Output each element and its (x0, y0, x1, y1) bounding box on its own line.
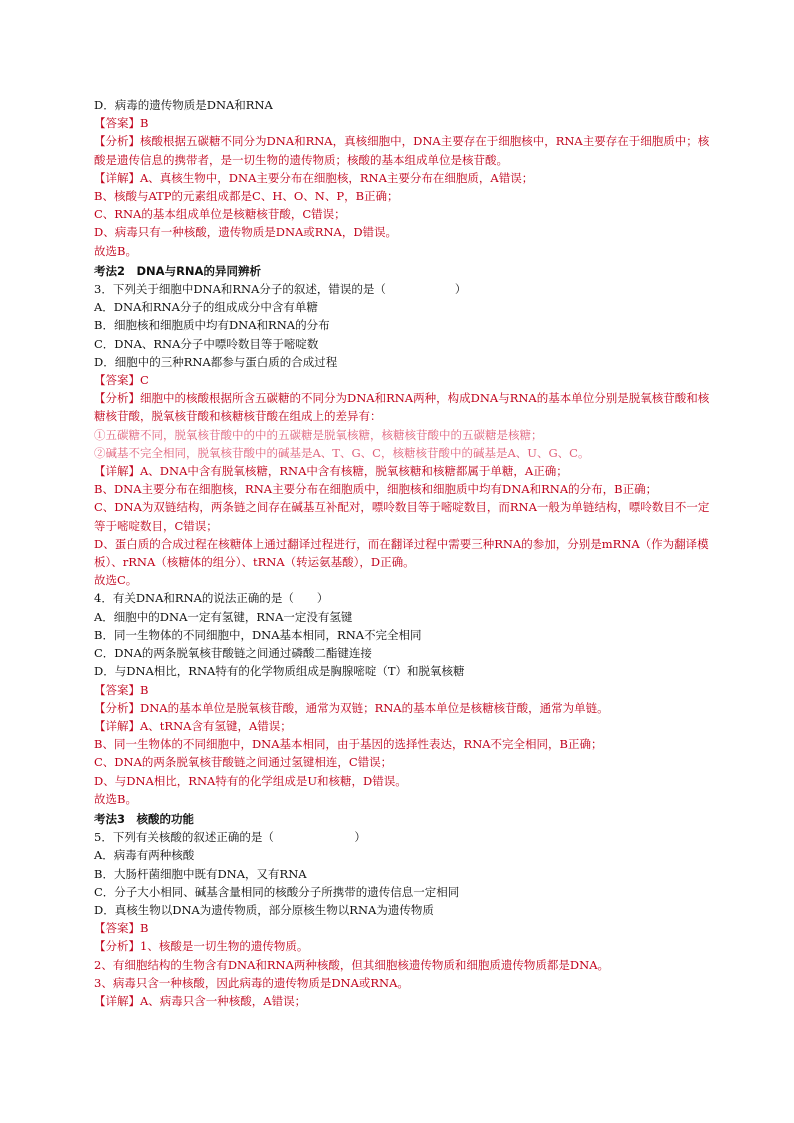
question-stem: 4．有关DNA和RNA的说法正确的是（ ） (94, 591, 329, 606)
analysis-text: 细胞中的核酸根据所含五碳糖的不同分为DNA和RNA两种，构成DNA与RNA的基本单位分别是脱氧核苷酸和核糖核苷酸，脱氧核苷酸和核糖核苷酸在组成上的差异有： (94, 391, 710, 424)
question-option: B．同一生物体的不同细胞中，DNA基本相同，RNA不完全相同 (94, 627, 422, 642)
answer-tag: 【答案】 (94, 373, 140, 388)
section-heading: 考法2 DNA与RNA的异同辨析 (94, 263, 261, 278)
explanation-line (94, 462, 714, 480)
explanation-text: A、病毒只含一种核酸，A错误； (140, 993, 307, 1008)
analysis-tag: 【分析】 (94, 134, 140, 149)
question-option: C．DNA的两条脱氧核苷酸链之间通过磷酸二酯键连接 (94, 646, 372, 661)
question-option: A．病毒有两种核酸 (94, 848, 195, 863)
analysis-line (94, 699, 714, 717)
explanation-line: C、DNA的两条脱氧核苷酸链之间通过氢键相连，C错误； (94, 755, 393, 770)
explanation-line: C、DNA为双链结构，两条链之间存在碱基互补配对，嘌呤数目等于嘧啶数目，而RNA一般为单链结构，嘌呤数目不一定等于嘧啶数目，C错误； (94, 500, 710, 533)
analysis-paragraph (94, 132, 714, 168)
analysis-tag: 【分析】 (94, 700, 140, 715)
explanation-line: C、RNA的基本组成单位是核糖核苷酸，C错误； (94, 207, 346, 222)
explanation-line: B、核酸与ATP的元素组成都是C、H、O、N、P，B正确； (94, 189, 399, 204)
answer-line (94, 114, 714, 132)
answer-tag: 【答案】 (94, 921, 140, 936)
analysis-text: 核酸根据五碳糖不同分为DNA和RNA，真核细胞中，DNA主要存在于细胞核中，RNA主要存在于细胞质中；核酸是遗传信息的携带者，是一切生物的遗传物质；核酸的基本组成单位是核苷酸。 (94, 134, 710, 167)
question-option: B．细胞核和细胞质中均有DNA和RNA的分布 (94, 318, 330, 333)
explanation-line: D、蛋白质的合成过程在核糖体上通过翻译过程进行，而在翻译过程中需要三种RNA的参加，分别是mRNA（作为翻译模板）、rRNA（核糖体的组分）、tRNA（转运氨基酸），D正确。 (94, 536, 709, 570)
conclusion-line: 故选C。 (94, 573, 138, 588)
explanation-line: B、DNA主要分布在细胞核，RNA主要分布在细胞质中，细胞核和细胞质中均有DNA和RNA的分布，B正确； (94, 482, 658, 497)
analysis-point: ②碱基不完全相同，脱氧核苷酸中的碱基是A、T、G、C，核糖核苷酸中的碱基是A、U、G、C。 (94, 445, 590, 460)
conclusion-line: 故选B。 (94, 791, 137, 806)
analysis-tag: 【分析】 (94, 939, 140, 954)
analysis-tag: 【分析】 (94, 391, 140, 406)
question-stem: 3．下列关于细胞中DNA和RNA分子的叙述，错误的是（ ） (94, 282, 467, 297)
answer-value: B (140, 116, 149, 131)
document-page (94, 96, 714, 1010)
question-option: A．DNA和RNA分子的组成成分中含有单糖 (94, 300, 318, 315)
question-option: B．大肠杆菌细胞中既有DNA，又有RNA (94, 866, 307, 881)
question-option: C．分子大小相同、碱基含量相同的核酸分子所携带的遗传信息一定相同 (94, 884, 460, 899)
explanation-line (94, 717, 714, 735)
analysis-line (94, 937, 714, 955)
analysis-paragraph (94, 389, 714, 425)
conclusion-line: 故选B。 (94, 243, 137, 258)
analysis-text: DNA的基本单位是脱氧核苷酸，通常为双链；RNA的基本单位是核糖核苷酸，通常为单链。 (140, 700, 609, 715)
explanation-line: D、病毒只有一种核酸，遗传物质是DNA或RNA，D错误。 (94, 225, 398, 240)
explanation-text: A、tRNA含有氢键，A错误； (140, 718, 292, 733)
explanation-tag: 【详解】 (94, 718, 140, 733)
explanation-line: D、与DNA相比，RNA特有的化学组成是U和核糖，D错误。 (94, 773, 407, 788)
explanation-line (94, 992, 714, 1010)
explanation-line: B、同一生物体的不同细胞中，DNA基本相同，由于基因的选择性表达，RNA不完全相同，B正确； (94, 737, 603, 752)
question-stem: 5．下列有关核酸的叙述正确的是（ ） (94, 830, 366, 845)
answer-value: C (140, 373, 149, 388)
analysis-point: 3、病毒只含一种核酸，因此病毒的遗传物质是DNA或RNA。 (94, 975, 409, 990)
analysis-point: 2、有细胞结构的生物含有DNA和RNA两种核酸，但其细胞核遗传物质和细胞质遗传物质都是DNA。 (94, 957, 610, 972)
answer-tag: 【答案】 (94, 682, 140, 697)
answer-value: B (140, 682, 149, 697)
explanation-tag: 【详解】 (94, 993, 140, 1008)
explanation-line (94, 169, 714, 187)
question-option: D．细胞中的三种RNA都参与蛋白质的合成过程 (94, 354, 338, 369)
question-option: C．DNA、RNA分子中嘌呤数目等于嘧啶数 (94, 336, 319, 351)
section-heading: 考法3 核酸的功能 (94, 811, 195, 826)
explanation-tag: 【详解】 (94, 464, 140, 479)
analysis-text: 1、核酸是一切生物的遗传物质。 (140, 939, 309, 954)
analysis-point: ①五碳糖不同，脱氧核苷酸中的中的五碳糖是脱氧核糖，核糖核苷酸中的五碳糖是核糖； (94, 427, 543, 442)
question-option: A．细胞中的DNA一定有氢键，RNA一定没有氢键 (94, 609, 353, 624)
answer-line (94, 919, 714, 937)
answer-tag: 【答案】 (94, 116, 140, 131)
explanation-text: A、真核生物中，DNA主要分布在细胞核，RNA主要分布在细胞质，A错误； (140, 170, 534, 185)
question-option: D．真核生物以DNA为遗传物质，部分原核生物以RNA为遗传物质 (94, 902, 434, 917)
explanation-text: A、DNA中含有脱氧核糖，RNA中含有核糖，脱氧核糖和核糖都属于单糖，A正确； (140, 464, 568, 479)
option-line: D．病毒的遗传物质是DNA和RNA (94, 98, 273, 112)
answer-line (94, 681, 714, 699)
answer-value: B (140, 921, 149, 936)
explanation-tag: 【详解】 (94, 170, 140, 185)
question-option: D．与DNA相比，RNA特有的化学物质组成是胸腺嘧啶（T）和脱氧核糖 (94, 664, 465, 679)
answer-line (94, 371, 714, 389)
